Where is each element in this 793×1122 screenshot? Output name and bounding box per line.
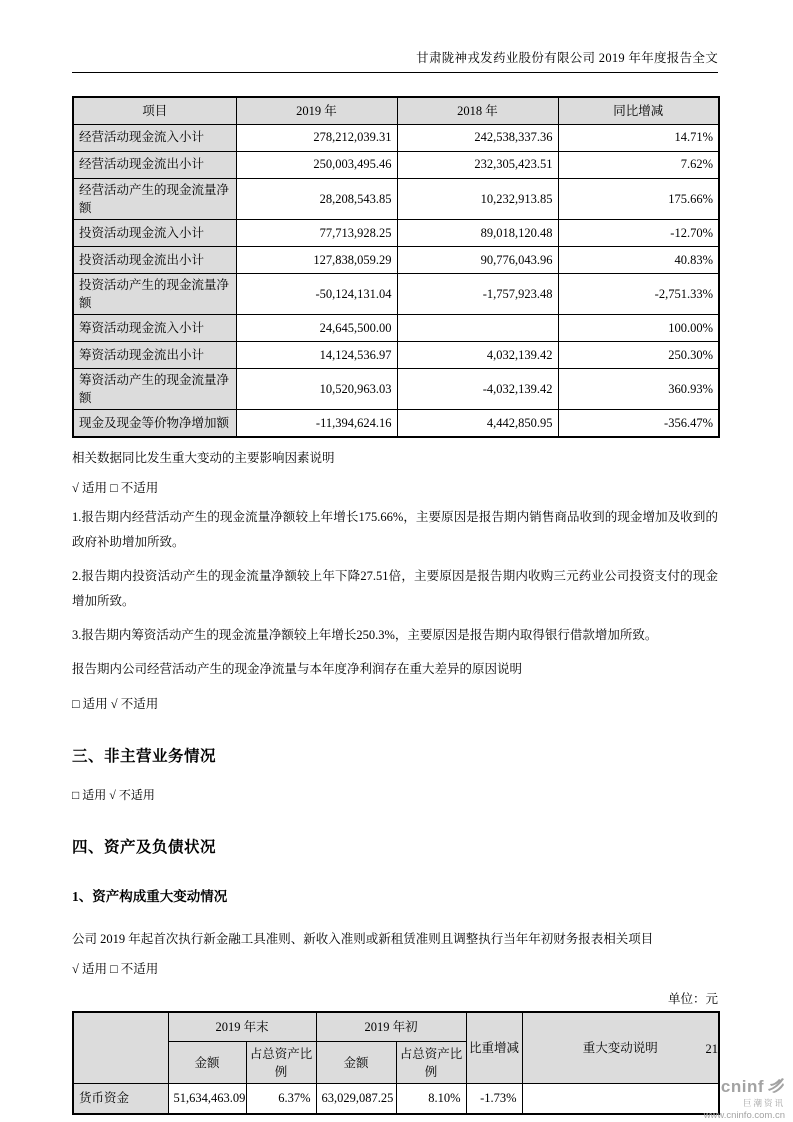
value-2018-cell: 4,442,850.95 xyxy=(397,410,558,437)
table-row xyxy=(73,342,719,369)
value-2018-cell xyxy=(397,315,558,342)
table-row xyxy=(73,315,719,342)
column-header-2019: 2019 年 xyxy=(236,97,397,124)
corner-cell xyxy=(73,1012,168,1084)
cash-flow-table xyxy=(72,96,720,438)
value-2019-cell: 10,520,963.03 xyxy=(236,369,397,410)
column-header-ratio-end: 占总资产比例 xyxy=(246,1042,316,1084)
change-cell: 100.00% xyxy=(558,315,719,342)
ratio-end-cell: 6.37% xyxy=(246,1084,316,1114)
value-2019-cell: 77,713,928.25 xyxy=(236,219,397,246)
section-4-applicability: √ 适用 □ 不适用 xyxy=(72,961,159,976)
item-cell: 投资活动现金流出小计 xyxy=(73,246,236,273)
column-header-ratio-begin: 占总资产比例 xyxy=(396,1042,466,1084)
note-item-3: 3.报告期内筹资活动产生的现金流量净额较上年增长250.3%，主要原因是报告期内取得银行借款增加所致。 xyxy=(72,627,658,642)
change-cell: 14.71% xyxy=(558,124,719,151)
applicability-line-checked: √ 适用 □ 不适用 xyxy=(72,480,159,495)
column-header-weight-change: 比重增减 xyxy=(466,1012,522,1084)
section-4-heading: 四、资产及负债状况 xyxy=(72,838,217,856)
section-4-intro: 公司 2019 年起首次执行新金融工具准则、新收入准则或新租赁准则且调整执行当年年初财务报表相关项目 xyxy=(72,931,654,946)
item-cell: 货币资金 xyxy=(73,1084,168,1114)
item-cell: 经营活动现金流入小计 xyxy=(73,124,236,151)
group-header-2019-end: 2019 年末 xyxy=(168,1012,316,1042)
value-2018-cell: 89,018,120.48 xyxy=(397,219,558,246)
cninfo-logo-subtext: 巨潮资讯 xyxy=(742,1098,785,1108)
value-2018-cell: 4,032,139.42 xyxy=(397,342,558,369)
change-cell: 360.93% xyxy=(558,369,719,410)
table-row xyxy=(73,151,719,178)
change-cell: -356.47% xyxy=(558,410,719,437)
section-3-applicability: □ 适用 √ 不适用 xyxy=(72,787,155,802)
page-number: 21 xyxy=(705,1042,718,1056)
column-header-amount-begin: 金额 xyxy=(316,1042,396,1084)
net-flow-diff-note: 报告期内公司经营活动产生的现金净流量与本年度净利润存在重大差异的原因说明 xyxy=(72,661,523,676)
change-cell: -2,751.33% xyxy=(558,273,719,314)
change-cell: 175.66% xyxy=(558,178,719,219)
value-2019-cell: 14,124,536.97 xyxy=(236,342,397,369)
value-2019-cell: -11,394,624.16 xyxy=(236,410,397,437)
item-cell: 筹资活动现金流入小计 xyxy=(73,315,236,342)
change-cell: -12.70% xyxy=(558,219,719,246)
column-header-2018: 2018 年 xyxy=(397,97,558,124)
table-row xyxy=(73,410,719,437)
column-header-amount-end: 金额 xyxy=(168,1042,246,1084)
value-2018-cell: 10,232,913.85 xyxy=(397,178,558,219)
cninfo-swirl-icon xyxy=(766,1076,785,1097)
table-row xyxy=(73,178,719,219)
value-2019-cell: -50,124,131.04 xyxy=(236,273,397,314)
value-2019-cell: 250,003,495.46 xyxy=(236,151,397,178)
table-row xyxy=(73,219,719,246)
note-item-2: 2.报告期内投资活动产生的现金流量净额较上年下降27.51倍，主要原因是报告期内收购三元药业公司投资支付的现金增加所致。 xyxy=(72,568,718,608)
unit-label: 单位：元 xyxy=(667,991,718,1006)
item-cell: 筹资活动产生的现金流量净额 xyxy=(73,369,236,410)
table-row xyxy=(73,246,719,273)
applicability-line-unchecked: □ 适用 √ 不适用 xyxy=(72,696,159,711)
value-2019-cell: 127,838,059.29 xyxy=(236,246,397,273)
ratio-begin-cell: 8.10% xyxy=(396,1084,466,1114)
section-3-heading: 三、非主营业务情况 xyxy=(72,747,217,765)
value-2019-cell: 24,645,500.00 xyxy=(236,315,397,342)
item-cell: 筹资活动现金流出小计 xyxy=(73,342,236,369)
value-2018-cell: 242,538,337.36 xyxy=(397,124,558,151)
item-cell: 经营活动现金流出小计 xyxy=(73,151,236,178)
cninfo-logo xyxy=(704,1076,785,1120)
column-header-major-change: 重大变动说明 xyxy=(522,1012,719,1084)
table-header-row xyxy=(73,1012,719,1042)
table-row xyxy=(73,124,719,151)
asset-composition-table xyxy=(72,1011,720,1115)
item-cell: 现金及现金等价物净增加额 xyxy=(73,410,236,437)
value-2019-cell: 278,212,039.31 xyxy=(236,124,397,151)
major-change-cell xyxy=(522,1084,719,1114)
note-item-1: 1.报告期内经营活动产生的现金流量净额较上年增长175.66%，主要原因是报告期内销售商品收到的现金增加及收到的政府补助增加所致。 xyxy=(72,509,718,549)
value-2018-cell: 232,305,423.51 xyxy=(397,151,558,178)
value-2019-cell: 28,208,543.85 xyxy=(236,178,397,219)
cninfo-logo-url: www.cninfo.com.cn xyxy=(703,1109,785,1121)
item-cell: 投资活动现金流入小计 xyxy=(73,219,236,246)
item-cell: 经营活动产生的现金流量净额 xyxy=(73,178,236,219)
change-cell: 7.62% xyxy=(558,151,719,178)
group-header-2019-begin: 2019 年初 xyxy=(316,1012,466,1042)
table-row xyxy=(73,369,719,410)
table-row xyxy=(73,1084,719,1114)
value-2018-cell: -4,032,139.42 xyxy=(397,369,558,410)
weight-change-cell: -1.73% xyxy=(466,1084,522,1114)
amount-end-cell: 51,634,463.09 xyxy=(168,1084,246,1114)
column-header-change: 同比增减 xyxy=(558,97,719,124)
column-header-item: 项目 xyxy=(73,97,236,124)
value-2018-cell: -1,757,923.48 xyxy=(397,273,558,314)
amount-begin-cell: 63,029,087.25 xyxy=(316,1084,396,1114)
notes-intro: 相关数据同比发生重大变动的主要影响因素说明 xyxy=(72,450,335,465)
cninfo-logo-text: cninf xyxy=(720,1077,764,1096)
page-header-title: 甘肃陇神戎发药业股份有限公司 2019 年年度报告全文 xyxy=(72,48,718,73)
table-header-row xyxy=(73,97,719,124)
change-cell: 250.30% xyxy=(558,342,719,369)
section-4-sub1-heading: 1、资产构成重大变动情况 xyxy=(72,888,228,904)
table-row xyxy=(73,273,719,314)
change-cell: 40.83% xyxy=(558,246,719,273)
value-2018-cell: 90,776,043.96 xyxy=(397,246,558,273)
item-cell: 投资活动产生的现金流量净额 xyxy=(73,273,236,314)
